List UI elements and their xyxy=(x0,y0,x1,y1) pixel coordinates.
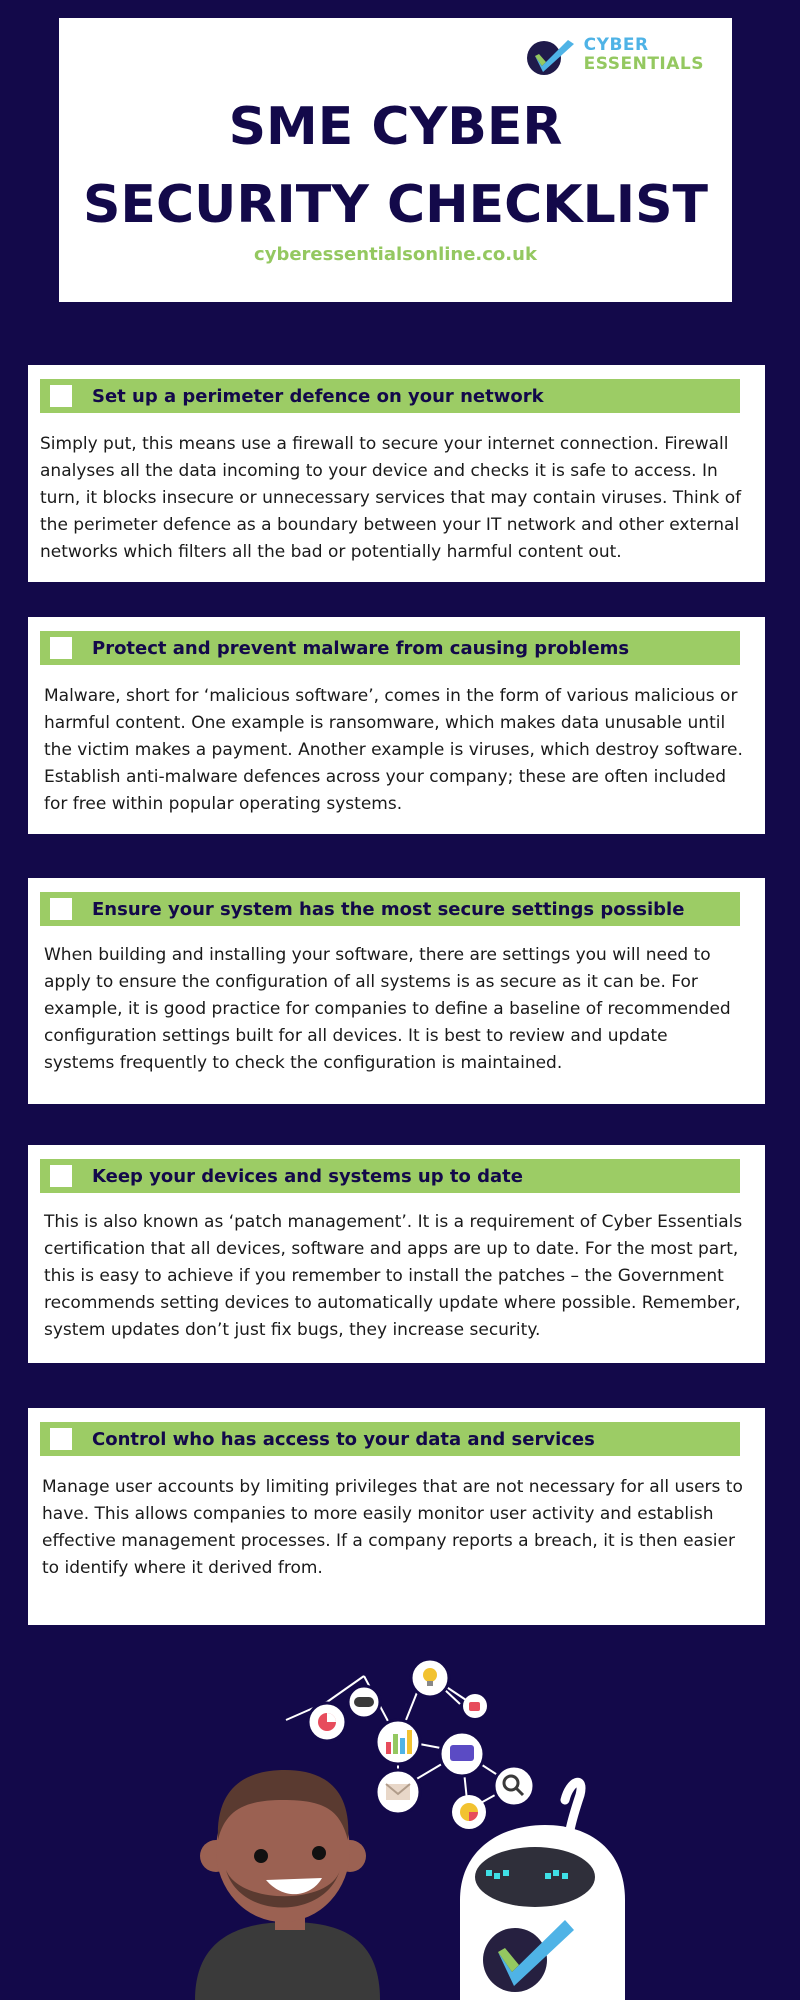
website-link[interactable]: cyberessentialsonline.co.uk xyxy=(254,244,537,265)
checklist-card-5 xyxy=(28,1408,765,1625)
checklist-card-2 xyxy=(28,617,765,834)
card-title: Ensure your system has the most secure settings possible xyxy=(92,898,685,920)
card-body: This is also known as ‘patch management’. It is a requirement of Cyber Essentials certification that all devices, software and apps are up to date. For the most part, this is easy to achieve if you remember to install the patches – the Government recommends setting devices to automatically update where possible. Remember, system updates don’t just fix bugs, they increase security. xyxy=(44,1212,743,1340)
bubble-email-icon xyxy=(376,1770,420,1814)
title-line-1: SME CYBER xyxy=(228,97,563,157)
card-body: When building and installing your software, there are settings you will need to apply to ensure the configuration of all systems is as secure as it can be. For example, it is good practice for companies to define a baseline of recommended configuration settings built for all devices. It is best to review and update systems frequently to check the configuration is maintained. xyxy=(44,945,731,1073)
checklist-card-4 xyxy=(28,1145,765,1363)
checkbox[interactable] xyxy=(50,898,72,920)
card-body: Manage user accounts by limiting privileges that are not necessary for all users to have. This allows companies to more easily monitor user activity and establish effective management processes. If a company reports a breach, it is then easier to identify where it derived from. xyxy=(42,1477,743,1578)
card-body: Malware, short for ‘malicious software’, comes in the form of various malicious or harmful content. One example is ransomware, which makes data unusable until the victim makes a payment. Another example is viruses, which destroy software. Establish anti-malware defences across your company; these are often included for free within popular operating systems. xyxy=(44,686,743,814)
bubble-bar-chart-icon xyxy=(376,1720,420,1764)
bubble-chat-icon xyxy=(440,1732,484,1776)
card-title: Control who has access to your data and services xyxy=(92,1428,595,1450)
logo-text-cyber: CYBER xyxy=(583,35,649,55)
checklist-card-1 xyxy=(28,365,765,582)
bubble-lightbulb-icon xyxy=(411,1660,449,1697)
card-title: Keep your devices and systems up to date xyxy=(92,1165,523,1187)
card-header xyxy=(40,379,740,413)
card-header xyxy=(40,892,740,926)
person-figure xyxy=(195,1770,380,2000)
card-title: Set up a perimeter defence on your network xyxy=(92,385,544,407)
card-header xyxy=(40,631,740,665)
bubble-pie-chart-icon xyxy=(308,1703,346,1741)
checklist-card-3 xyxy=(28,878,765,1104)
bubble-thumbs-up-icon xyxy=(463,1694,487,1718)
page-title xyxy=(59,88,732,244)
checkbox[interactable] xyxy=(50,1165,72,1187)
checkbox[interactable] xyxy=(50,385,72,407)
title-line-2: SECURITY CHECKLIST xyxy=(82,175,709,235)
illustration xyxy=(0,1660,800,2000)
bubble-pie-chart-icon-2 xyxy=(452,1795,486,1829)
checkbox[interactable] xyxy=(50,637,72,659)
checkbox[interactable] xyxy=(50,1428,72,1450)
card-header xyxy=(40,1422,740,1456)
logo-text-essentials: ESSENTIALS xyxy=(583,54,704,74)
bubble-magnifier-icon xyxy=(494,1766,534,1806)
header-panel xyxy=(59,18,732,302)
card-title: Protect and prevent malware from causing problems xyxy=(92,637,630,659)
bubble-gamepad-icon xyxy=(348,1686,380,1718)
card-header xyxy=(40,1159,740,1193)
card-body: Simply put, this means use a firewall to secure your internet connection. Firewall analyses all the data incoming to your device and checks it is safe to access. In turn, it blocks insecure or unnecessary services that may contain viruses. Think of the perimeter defence as a boundary between your IT network and other external networks which filters all the bad or potentially harmful content out. xyxy=(40,434,742,562)
cyber-essentials-logo xyxy=(524,34,704,76)
checkmark-badge-icon xyxy=(524,34,580,76)
